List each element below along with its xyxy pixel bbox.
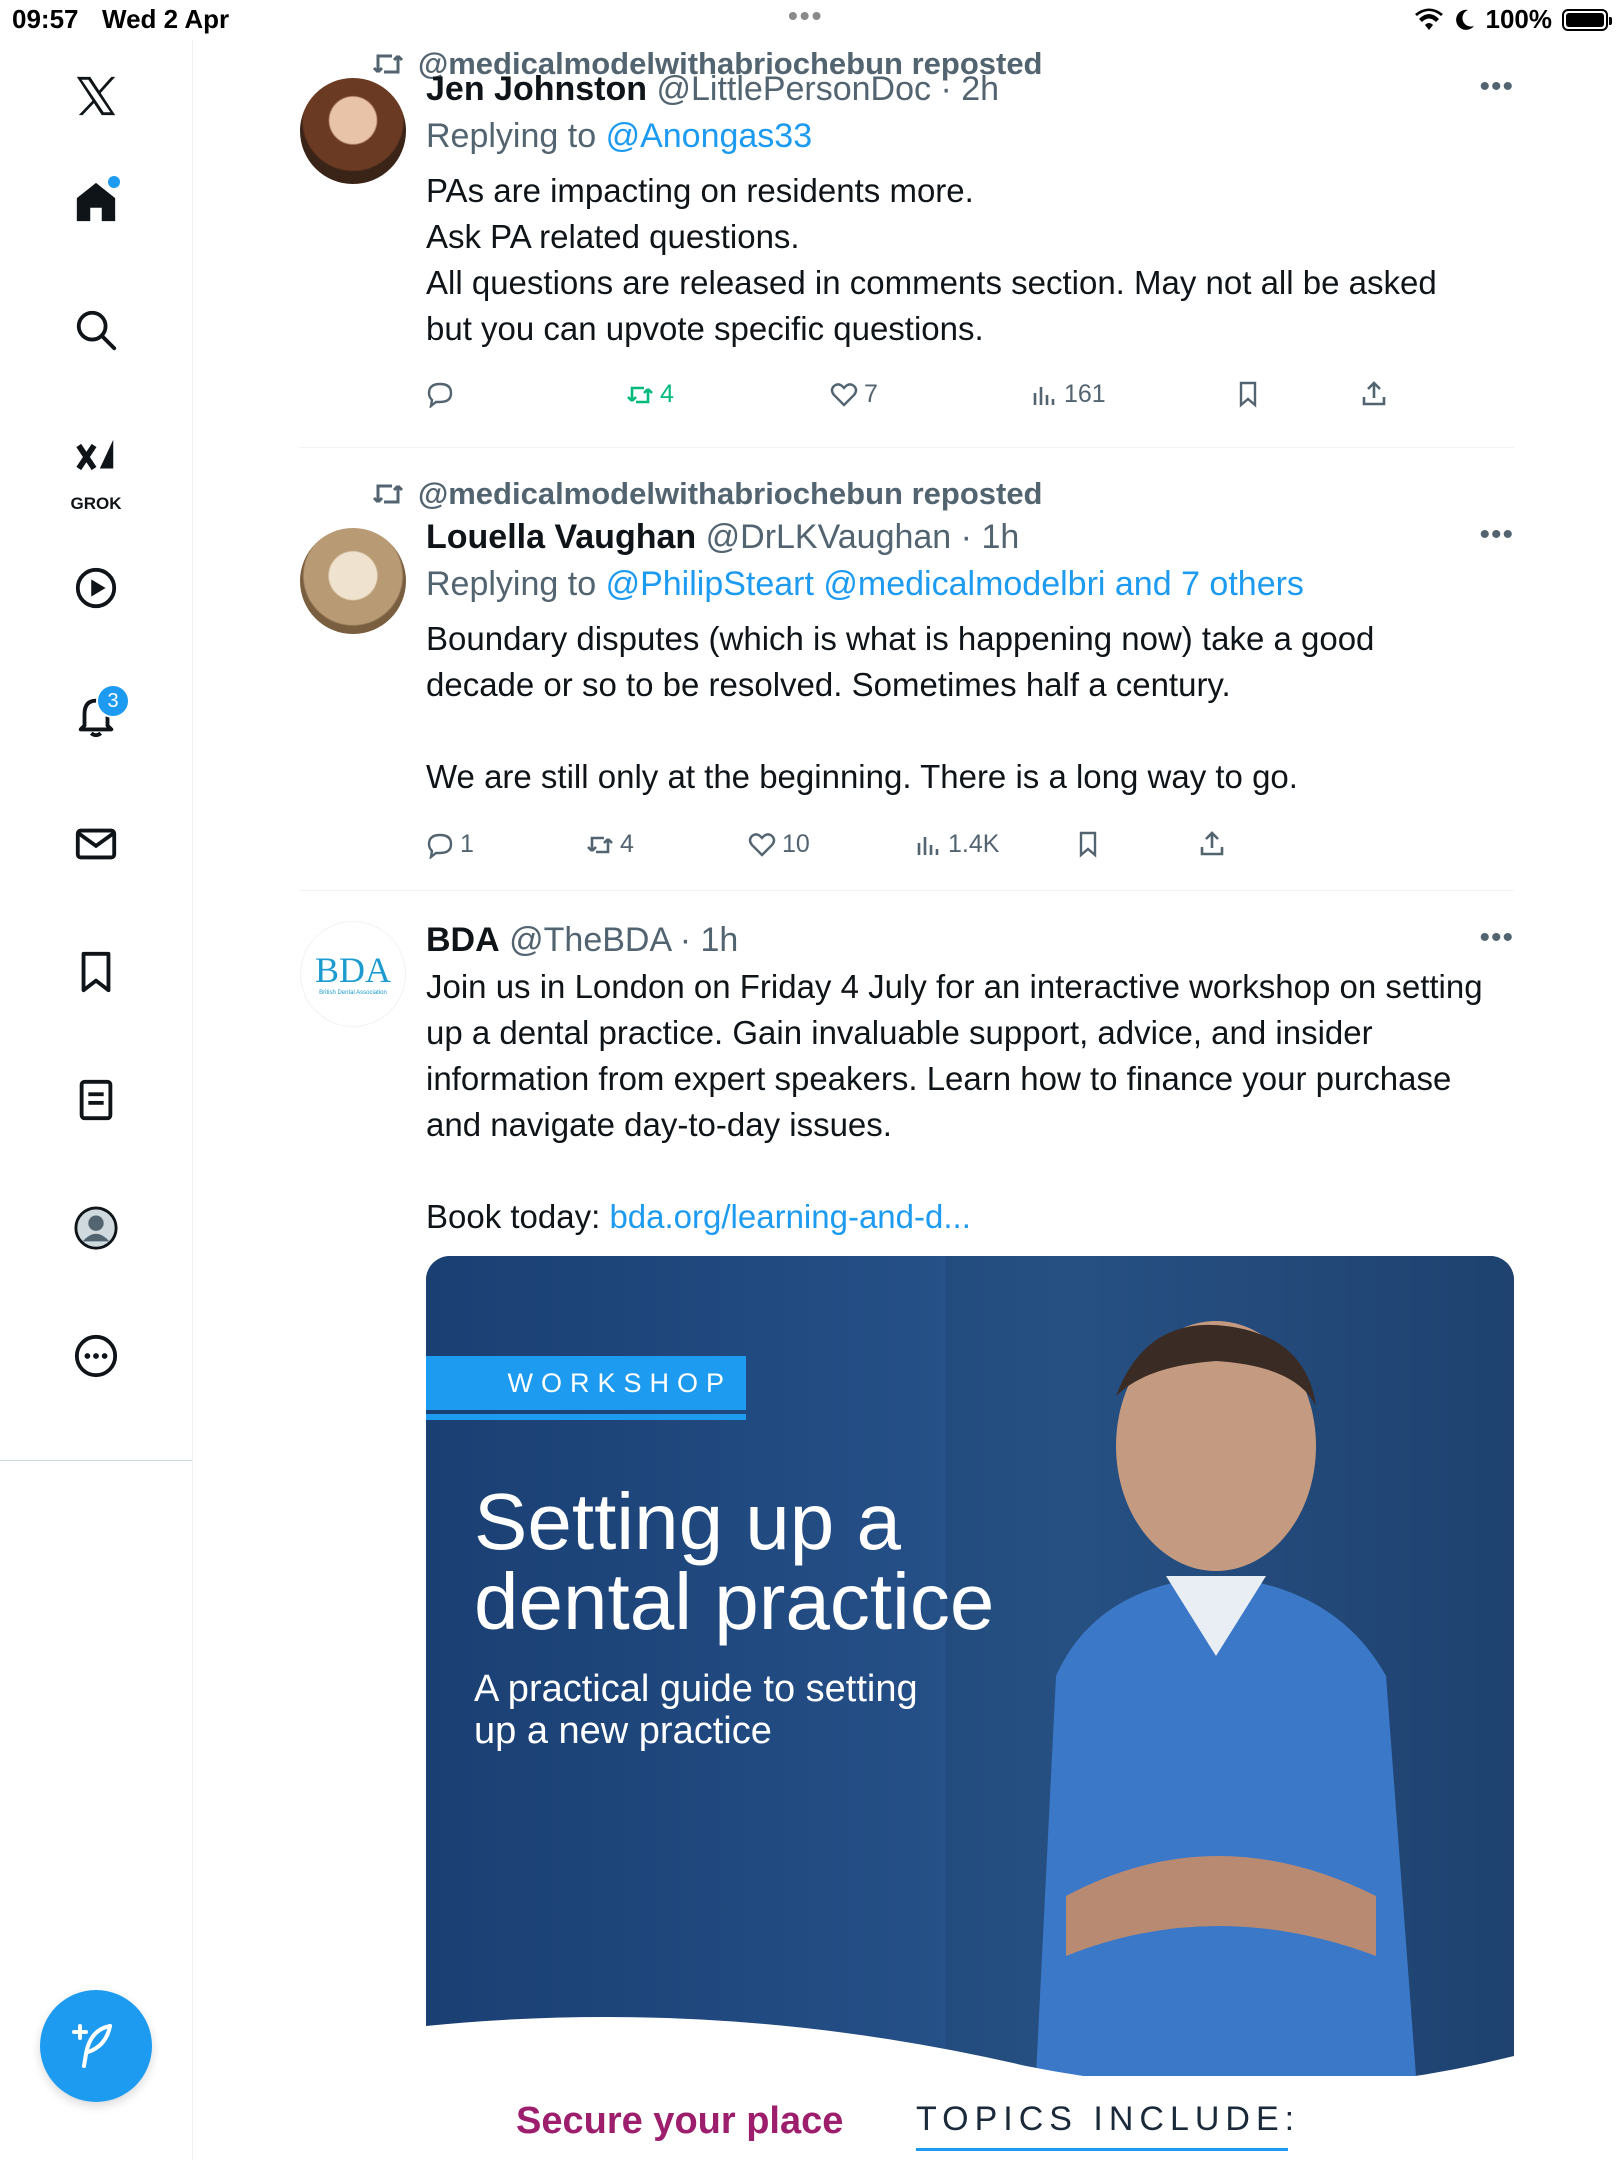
- tweet-content: [426, 70, 1514, 352]
- replying-to: [426, 565, 1514, 604]
- sidebar-divider: [0, 1460, 192, 1461]
- views-chart-icon: [1030, 381, 1058, 409]
- status-date: Wed 2 Apr: [102, 4, 230, 34]
- tweet-line: and navigate day-to-day issues.: [426, 1106, 892, 1143]
- like-button[interactable]: [748, 830, 810, 859]
- tweet-time[interactable]: 1h: [700, 921, 739, 959]
- tweet-line: Ask PA related questions.: [426, 218, 800, 255]
- battery-percent: 100%: [1485, 4, 1552, 34]
- like-button[interactable]: [830, 380, 878, 409]
- author-handle[interactable]: @LittlePersonDoc: [656, 70, 932, 108]
- bookmark-icon: [1074, 830, 1102, 858]
- tweet-line: All questions are released in comments section. May not all be asked: [426, 264, 1437, 301]
- media-title: [474, 1477, 995, 1646]
- x-logo-icon[interactable]: [60, 60, 132, 132]
- media-subtitle-line: A practical guide to setting: [474, 1668, 918, 1710]
- author-name[interactable]: Jen Johnston: [426, 70, 648, 108]
- play-icon: [73, 565, 119, 611]
- tweet-header: [426, 518, 1514, 557]
- book-line: [426, 1194, 1514, 1240]
- bda-logo-subtext: British Dental Association: [319, 990, 387, 996]
- status-right: [1414, 4, 1609, 35]
- topics-underline: [916, 2148, 1288, 2151]
- compose-feather-icon: [70, 2020, 122, 2072]
- tweet-text: [426, 168, 1514, 352]
- tweet-text: [426, 964, 1514, 1240]
- more-options-icon[interactable]: •••: [1479, 921, 1514, 954]
- nav-profile[interactable]: [60, 1192, 132, 1264]
- author-handle[interactable]: @TheBDA: [509, 921, 671, 959]
- author-handle[interactable]: @DrLKVaughan: [705, 518, 952, 556]
- dentist-photo-illustration: [946, 1256, 1514, 2076]
- tweet-time[interactable]: 2h: [961, 70, 1000, 108]
- tweet-line: decade or so to be resolved. Sometimes half a century.: [426, 666, 1231, 703]
- wifi-icon: [1414, 8, 1444, 32]
- nav-video[interactable]: [60, 552, 132, 624]
- repost-label: @medicalmodelwithabriochebun reposted: [418, 476, 1043, 511]
- sidebar: [0, 40, 193, 2160]
- time-separator: ·: [951, 518, 982, 556]
- secure-place-text: Secure your place: [516, 2100, 844, 2142]
- repost-button[interactable]: [626, 380, 674, 409]
- search-icon: [73, 307, 119, 353]
- nav-lists[interactable]: [60, 1064, 132, 1136]
- grok-label: GROK: [70, 494, 122, 513]
- media-subtitle: [474, 1668, 918, 1752]
- replying-to: [426, 117, 1514, 156]
- reply-button[interactable]: [426, 830, 474, 859]
- nav-messages[interactable]: [60, 808, 132, 880]
- multitasking-dots-icon[interactable]: •••: [788, 0, 824, 31]
- tweet[interactable]: [300, 448, 1514, 891]
- reply-icon: [426, 380, 454, 408]
- nav-notifications[interactable]: [60, 680, 132, 752]
- workshop-label: WORKSHOP: [426, 1356, 746, 1410]
- views-button[interactable]: [914, 830, 999, 859]
- tweet-actions: [426, 380, 1426, 420]
- avatar[interactable]: [300, 528, 406, 634]
- tweet-line: Join us in London on Friday 4 July for an interactive workshop on setting: [426, 968, 1483, 1005]
- envelope-icon: [73, 821, 119, 867]
- blank-line: [426, 1148, 1514, 1194]
- avatar[interactable]: [300, 921, 406, 1027]
- views-count: 1.4K: [948, 830, 1000, 858]
- tweet-line: [426, 708, 1514, 754]
- tweet-line: We are still only at the beginning. There is a long way to go.: [426, 758, 1298, 795]
- more-circle-icon: [73, 1333, 119, 1379]
- list-icon: [73, 1077, 119, 1123]
- more-options-icon[interactable]: •••: [1479, 70, 1514, 103]
- tweet-content: [426, 921, 1514, 1240]
- time-separator: ·: [931, 70, 962, 108]
- tweet-line: up a dental practice. Gain invaluable support, advice, and insider: [426, 1014, 1373, 1051]
- tweet[interactable]: [300, 40, 1514, 448]
- compose-post-button[interactable]: [40, 1990, 152, 2102]
- tweet-line: Boundary disputes (which is what is happening now) take a good: [426, 620, 1375, 657]
- tweet-content: [426, 518, 1514, 800]
- views-button[interactable]: [1030, 380, 1106, 409]
- status-time: 09:57: [12, 4, 79, 34]
- tweet-actions: [426, 830, 1326, 870]
- tweet-text: [426, 616, 1514, 800]
- topics-heading: TOPICS INCLUDE:: [916, 2100, 1301, 2138]
- reply-icon: [426, 831, 454, 859]
- views-count: 161: [1064, 380, 1106, 408]
- moon-icon: [1454, 8, 1476, 32]
- tweet[interactable]: [300, 891, 1514, 2171]
- reply-mention-link[interactable]: @Anongas33: [605, 117, 813, 155]
- heart-icon: [748, 831, 776, 859]
- tweet-header: [426, 70, 1514, 109]
- nav-grok[interactable]: [60, 422, 132, 512]
- tweet-header: [426, 921, 1514, 960]
- repost-label: @medicalmodelwithabriochebun reposted: [418, 46, 1043, 81]
- repost-count: 4: [660, 380, 674, 408]
- share-button[interactable]: [1360, 380, 1388, 408]
- reply-count: 1: [460, 830, 474, 858]
- repost-icon: [626, 381, 654, 409]
- share-icon: [1360, 380, 1388, 408]
- book-link[interactable]: bda.org/learning-and-d...: [609, 1198, 971, 1235]
- nav-bookmarks[interactable]: [60, 936, 132, 1008]
- tweet-time[interactable]: 1h: [981, 518, 1020, 556]
- media-wave-divider: [426, 1956, 1514, 2096]
- share-button[interactable]: [1198, 830, 1226, 858]
- bookmark-icon: [73, 949, 119, 995]
- profile-avatar-icon: [73, 1205, 119, 1251]
- replying-prefix: Replying to: [426, 565, 597, 603]
- nav-more[interactable]: [60, 1320, 132, 1392]
- media-title-line: dental practice: [474, 1557, 995, 1646]
- book-prefix: Book today:: [426, 1198, 601, 1235]
- replying-prefix: Replying to: [426, 117, 597, 155]
- battery-icon: [1562, 9, 1608, 31]
- share-icon: [1198, 830, 1226, 858]
- media-subtitle-line: up a new practice: [474, 1710, 772, 1752]
- repost-count: 4: [620, 830, 634, 858]
- tweet-line: information from expert speakers. Learn how to finance your purchase: [426, 1060, 1452, 1097]
- reply-mention-link[interactable]: @PhilipSteart @medicalmodelbri and 7 others: [605, 565, 1304, 603]
- author-name[interactable]: Louella Vaughan: [426, 518, 697, 556]
- views-chart-icon: [914, 831, 942, 859]
- workshop-underline: [426, 1414, 746, 1420]
- author-name[interactable]: BDA: [426, 921, 500, 959]
- notifications-badge: 3: [96, 684, 130, 718]
- nav-home[interactable]: [60, 166, 132, 238]
- reply-button[interactable]: [426, 380, 460, 408]
- grok-icon: [73, 434, 119, 480]
- more-options-icon[interactable]: •••: [1479, 518, 1514, 551]
- repost-button[interactable]: [586, 830, 634, 859]
- home-unread-dot: [108, 176, 120, 188]
- timeline-feed: [300, 40, 1514, 2171]
- time-separator: ·: [670, 921, 701, 959]
- repost-icon: [372, 480, 404, 508]
- bookmark-icon: [1234, 380, 1262, 408]
- avatar[interactable]: [300, 78, 406, 184]
- repost-indicator: [372, 476, 1043, 512]
- like-count: 7: [864, 380, 878, 408]
- tweet-line: PAs are impacting on residents more.: [426, 172, 974, 209]
- media-title-line: Setting up a: [474, 1477, 901, 1566]
- like-count: 10: [782, 830, 810, 858]
- bookmark-button[interactable]: [1234, 380, 1262, 408]
- heart-icon: [830, 381, 858, 409]
- repost-icon: [372, 50, 404, 78]
- repost-icon: [586, 831, 614, 859]
- bookmark-button[interactable]: [1074, 830, 1102, 858]
- nav-explore[interactable]: [60, 294, 132, 366]
- media-image[interactable]: [426, 1256, 1514, 2171]
- tweet-line: but you can upvote specific questions.: [426, 310, 984, 347]
- bda-logo-text: BDA: [314, 950, 391, 990]
- status-bar: [0, 0, 1620, 40]
